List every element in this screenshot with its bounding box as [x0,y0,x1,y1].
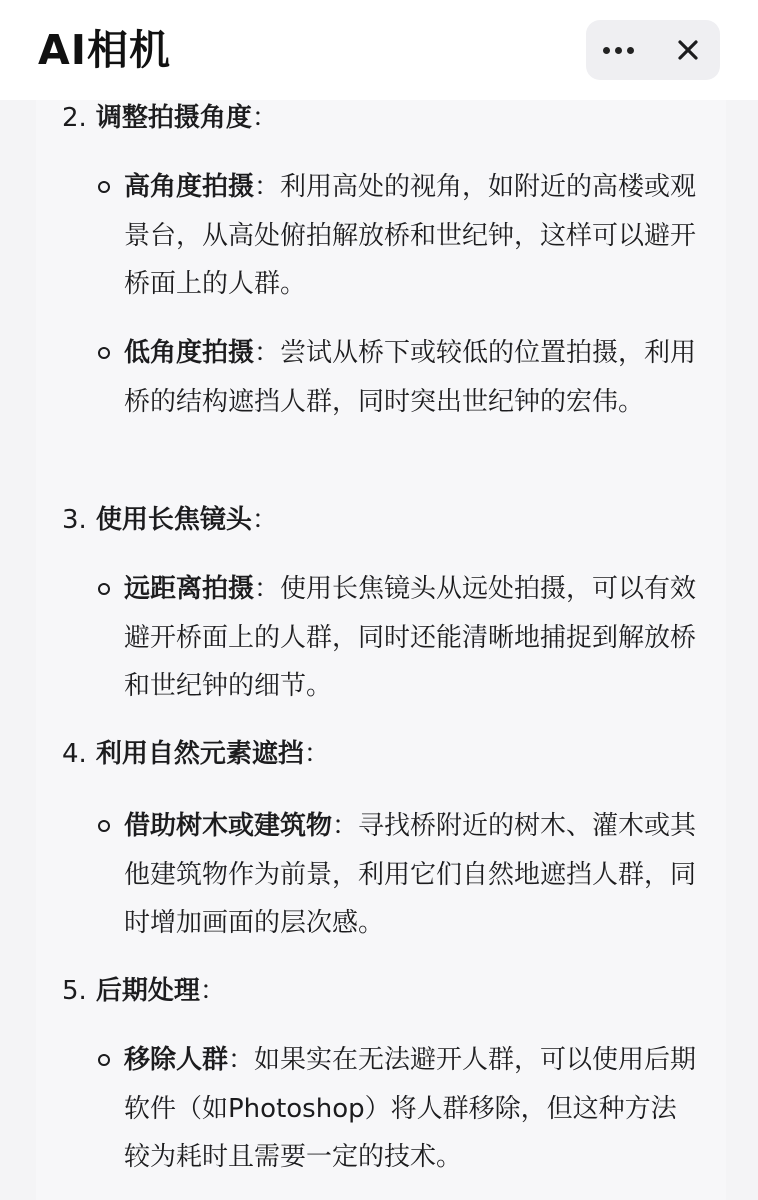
close-button[interactable] [656,20,720,80]
close-icon [677,39,699,61]
list-item: 移除人群：如果实在无法避开人群，可以使用后期软件（如Photoshop）将人群移除，但这种方法较为耗时且需要一定的技术。 [124,1045,697,1172]
bullet-icon [98,583,110,595]
section-heading: 4. 利用自然元素遮挡： [62,739,330,769]
page-title: AI相机 [38,26,171,74]
list-item: 远距离拍摄：使用长焦镜头从远处拍摄，可以有效避开桥面上的人群，同时还能清晰地捕捉到解放桥和世纪钟的细节。 [124,574,697,701]
bullet-icon [98,820,110,832]
more-button[interactable] [586,20,650,80]
more-horizontal-icon [603,47,634,54]
list-item: 高角度拍摄：利用高处的视角，如附近的高楼或观景台，从高处俯拍解放桥和世纪钟，这样可以避开桥面上的人群。 [124,172,697,299]
capsule-menu [586,20,720,80]
bullet-icon [98,181,110,193]
bullet-icon [98,347,110,359]
list-item: 低角度拍摄：尝试从桥下或较低的位置拍摄，利用桥的结构遮挡人群，同时突出世纪钟的宏伟。 [124,338,697,417]
list-item: 借助树木或建筑物：寻找桥附近的树木、灌木或其他建筑物作为前景，利用它们自然地遮挡人群，同时增加画面的层次感。 [124,811,697,938]
section-heading: 2. 调整拍摄角度： [62,103,278,133]
bullet-icon [98,1054,110,1066]
section-heading: 3. 使用长焦镜头： [62,505,278,535]
section-heading: 5. 后期处理： [62,976,226,1006]
title-bar [0,0,758,100]
